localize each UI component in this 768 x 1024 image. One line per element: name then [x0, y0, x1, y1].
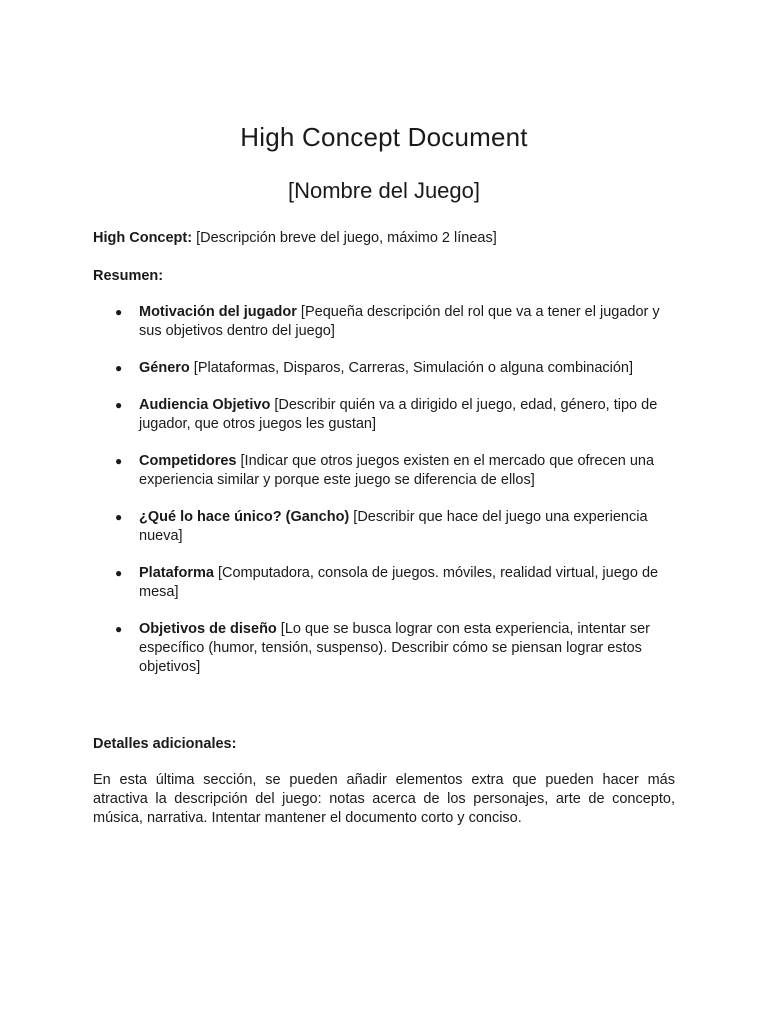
bullet-icon: ●: [115, 510, 123, 524]
list-item-label: Plataforma: [139, 565, 214, 581]
bullet-icon: ●: [115, 622, 123, 636]
list-item-text: [Computadora, consola de juegos. móviles, realidad virtual, juego de mesa]: [139, 565, 659, 600]
resumen-list: [93, 303, 683, 695]
list-item: [93, 396, 683, 434]
list-item-label: Motivación del jugador: [139, 304, 297, 320]
list-item-text: [Describir que hace del juego una experiencia nueva]: [139, 509, 648, 544]
list-item-label: Competidores: [139, 453, 237, 469]
high-concept-label: High Concept:: [93, 230, 193, 246]
list-item-text: [Describir quién va a dirigido el juego, edad, género, tipo de jugador, que otros juegos les gustan]: [139, 397, 658, 432]
list-item-text: [Plataformas, Disparos, Carreras, Simulación o alguna combinación]: [189, 360, 634, 376]
list-item-label: ¿Qué lo hace único? (Gancho): [139, 509, 350, 525]
list-item-text: [Indicar que otros juegos existen en el mercado que ofrecen una experiencia similar y porque este juego se diferencia de ellos]: [139, 453, 655, 488]
list-item: [93, 564, 683, 602]
bullet-icon: ●: [115, 305, 123, 319]
list-item-label: Audiencia Objetivo: [139, 397, 271, 413]
document-title: High Concept Document: [240, 122, 528, 152]
list-item-text: [Pequeña descripción del rol que va a tener el jugador y sus objetivos dentro del juego]: [139, 304, 660, 339]
list-item-text: [Lo que se busca lograr con esta experiencia, intentar ser específico (humor, tensión, suspenso). Describir cómo se piensan lograr estos objetivos]: [139, 621, 650, 675]
detalles-paragraph: En esta última sección, se pueden añadir elementos extra que pueden hacer más atractiva la descripción del juego: notas acerca de los personajes, arte de concepto, música, narrativa. Intentar mantener el documento corto y conciso.: [93, 772, 675, 826]
list-item: [93, 303, 683, 341]
list-item-label: Objetivos de diseño: [139, 621, 277, 637]
list-item-label: Género: [139, 360, 190, 376]
list-item: [93, 620, 683, 677]
high-concept-line: [93, 229, 675, 248]
bullet-icon: ●: [115, 454, 123, 468]
list-item: [93, 452, 683, 490]
bullet-icon: ●: [115, 361, 123, 375]
resumen-label: Resumen:: [93, 268, 164, 284]
list-item: [93, 508, 683, 546]
list-item: [93, 359, 683, 378]
bullet-icon: ●: [115, 398, 123, 412]
high-concept-text: [Descripción breve del juego, máximo 2 líneas]: [192, 230, 497, 246]
detalles-heading: [93, 735, 675, 754]
detalles-label: Detalles adicionales:: [93, 736, 237, 752]
bullet-icon: ●: [115, 566, 123, 580]
game-name-placeholder: [Nombre del Juego]: [288, 178, 480, 203]
resumen-heading: [93, 267, 675, 286]
